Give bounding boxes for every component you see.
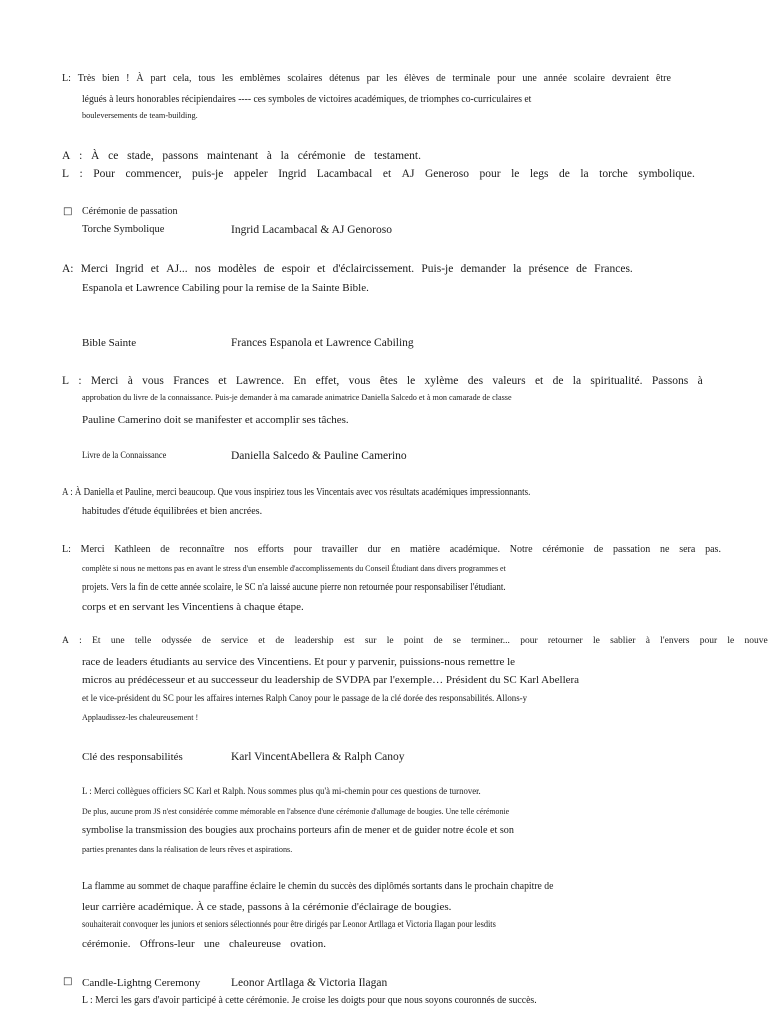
word: le [727, 636, 735, 646]
word: et [317, 263, 326, 275]
word: êtes [379, 375, 398, 387]
word: Passons [651, 375, 689, 387]
word: Très [77, 73, 96, 84]
word: L [62, 168, 70, 180]
word: À [136, 73, 144, 84]
p5-line2: habitudes d'étude équilibrées et bien ancrées. [82, 506, 263, 517]
word: élèves [404, 73, 430, 84]
word: à [697, 375, 703, 387]
word: nos [194, 263, 211, 275]
p9-line3: souhaiterait convoquer les juniors et seniors sélectionnés pour être dirigés par Leonor Artllaga et Victoria Ilagan pour lesdits [82, 919, 496, 929]
word: cérémonie. [82, 938, 131, 950]
word: cérémonie [297, 150, 346, 162]
word: de [593, 544, 604, 555]
word: symbolique. [638, 168, 695, 180]
word: des [467, 375, 484, 387]
p1-line1 [62, 74, 671, 84]
word: Kathleen [114, 544, 151, 555]
word: tous [198, 73, 216, 84]
word: et [258, 636, 266, 646]
word: telle [134, 636, 152, 646]
p4-line3: Pauline Camerino doit se manifester et accomplir ses tâches. [82, 414, 349, 426]
word: Offrons-leur [139, 938, 195, 950]
word: la [580, 168, 589, 180]
word: efforts [257, 544, 284, 555]
word: par [366, 73, 380, 84]
word: sablier [610, 636, 636, 646]
word: de [558, 168, 570, 180]
word: leadership [294, 636, 334, 646]
word: le [386, 636, 394, 646]
word: sur [364, 636, 377, 646]
word: Et [92, 636, 101, 646]
word: l'envers [660, 636, 690, 646]
p9-line1: La flamme au sommet de chaque paraffine éclaire le chemin du succès des diplômés sortants dans le prochain chapitre de [82, 881, 554, 892]
word: Merci [80, 544, 105, 555]
word: ovation. [290, 938, 326, 950]
word: : [78, 375, 82, 387]
p4-line1 [62, 376, 703, 388]
p6-line3: projets. Vers la fin de cette année scolaire, le SC n'a laissé aucune pierre non retournée pour responsabiliser l'étudiant. [82, 582, 506, 593]
word: année [543, 73, 567, 84]
word: pour [497, 73, 516, 84]
word: chaleureuse [229, 938, 281, 950]
word: Ingrid [115, 263, 144, 275]
p10-line1: L : Merci les gars d'avoir participé à cette cérémonie. Je croise les doigts pour que nous soyons couronnés de succès. [82, 995, 537, 1006]
word: vous [142, 375, 164, 387]
word: pas. [705, 544, 721, 555]
word: pour [520, 636, 538, 646]
word: se [452, 636, 461, 646]
word: le [406, 375, 416, 387]
word: sera [679, 544, 696, 555]
p8-line2: De plus, aucune prom JS n'est considérée comme mémorable en l'absence d'une cérémonie d'allumage de bougies. Une telle cérémonie [82, 806, 510, 816]
word: les [386, 73, 398, 84]
word: retourner [547, 636, 583, 646]
word: L [62, 375, 70, 387]
word: espoir [281, 263, 310, 275]
word: ne [659, 544, 670, 555]
word: vous [348, 375, 371, 387]
word: A [62, 636, 69, 646]
word: est [343, 636, 355, 646]
word: pour [293, 544, 312, 555]
word: matière [409, 544, 440, 555]
item-label-cle: Clé des responsabilités [82, 751, 183, 763]
word: d'éclaircissement. [332, 263, 415, 275]
word: et [534, 375, 544, 387]
word: le [593, 636, 600, 646]
word: être [655, 73, 671, 84]
p1-line2: légués à leurs honorables récipiendaires ---- ces symboles de victoires académiques, de triomphes co-curriculaires et [82, 94, 532, 105]
word: testament. [374, 150, 421, 162]
word: spiritualité. [590, 375, 643, 387]
p3-line1 [62, 264, 633, 276]
word: Frances [173, 375, 209, 387]
word: nos [234, 544, 249, 555]
word: de [576, 263, 587, 275]
word: la [280, 150, 289, 162]
word: modèles [218, 263, 257, 275]
word: terminer... [471, 636, 510, 646]
word: AJ [401, 168, 415, 180]
word: Frances. [594, 263, 633, 275]
word: travailler [321, 544, 358, 555]
word: En [293, 375, 307, 387]
p7-line5: Applaudissez-les chaleureusement ! [82, 712, 199, 722]
word: cela, [172, 73, 192, 84]
word: en [390, 544, 401, 555]
word: Puis-je [421, 263, 454, 275]
word: : [79, 150, 83, 162]
word: puis-je [192, 168, 224, 180]
word: cérémonie [542, 544, 584, 555]
word: de [552, 375, 564, 387]
square-bullet-icon: □ [63, 206, 73, 217]
word: valeurs [492, 375, 526, 387]
square-bullet-icon: □ [63, 976, 73, 987]
p5-line1: A : À Daniella et Pauline, merci beaucoup. Que vous inspiriez tous les Vincentais avec vos résultats académiques impressionnants. [62, 487, 531, 498]
word: à [645, 636, 650, 646]
item-label-bible: Bible Sainte [82, 337, 137, 349]
item-label-candle: Candle-Lightng Ceremony [82, 977, 201, 989]
p4-line2: approbation du livre de la connaissance. Puis-je demander à ma camarade animatrice Daniella Salcedo et à mon camarade de classe [82, 392, 512, 402]
word: passons [162, 150, 199, 162]
p7-line3: micros au prédécesseur et au successeur du leadership de SVDPA par l'exemple… Président du SC Karl Abellera [82, 674, 580, 686]
p6-line2: complète si nous ne mettons pas en avant le stress d'un ensemble d'accomplissements du Conseil Étudiant dans divers programmes et [82, 563, 506, 573]
word: académique. [449, 544, 500, 555]
item-names-candle: Leonor Artllaga & Victoria Ilagan [231, 977, 388, 989]
word: AJ... [166, 263, 188, 275]
word: une [110, 636, 125, 646]
word: service [221, 636, 248, 646]
word: ! [126, 73, 130, 84]
word: la [572, 375, 582, 387]
word: xylème [424, 375, 459, 387]
word: A [62, 150, 71, 162]
word: demander [460, 263, 506, 275]
word: Pour [93, 168, 115, 180]
word: pour [699, 636, 718, 646]
word: une [203, 938, 220, 950]
word: appeler [233, 168, 268, 180]
p7-line2: race de leaders étudiants au service des Vincentiens. Et pour y parvenir, puissions-nous remettre le [82, 656, 516, 668]
p1-line3: bouleversements de team-building. [82, 110, 198, 120]
section-title-ceremonie: Cérémonie de passation [82, 206, 178, 217]
word: de [354, 150, 366, 162]
word: L: [62, 73, 71, 84]
item-names-livre: Daniella Salcedo & Pauline Camerino [231, 450, 407, 462]
word: scolaire [573, 73, 605, 84]
word: : [79, 636, 82, 646]
item-names-torche: Ingrid Lacambacal & AJ Genoroso [231, 224, 392, 236]
p8-line1: L : Merci collègues officiers SC Karl et Ralph. Nous sommes plus qu'à mi-chemin pour ces questions de turnover. [82, 787, 481, 797]
word: torche [599, 168, 628, 180]
p3-line2: Espanola et Lawrence Cabiling pour la remise de la Sainte Bible. [82, 282, 369, 294]
word: dur [367, 544, 381, 555]
word: scolaires [287, 73, 323, 84]
word: présence [528, 263, 569, 275]
word: ce [108, 150, 119, 162]
word: maintenant [206, 150, 259, 162]
p9-line4 [82, 939, 326, 950]
word: de [275, 636, 285, 646]
p2-line2 [62, 169, 695, 181]
word: emblèmes [239, 73, 281, 84]
word: stade, [127, 150, 154, 162]
word: et [218, 375, 227, 387]
p6-line1 [62, 545, 721, 555]
word: terminale [452, 73, 491, 84]
word: et [382, 168, 392, 180]
word: de [201, 636, 211, 646]
word: détenus [329, 73, 360, 84]
word: Merci [80, 263, 109, 275]
word: Generoso [424, 168, 470, 180]
p6-line4: corps et en servant les Vincentiens à chaque étape. [82, 601, 304, 613]
p8-line4: parties prenantes dans la réalisation de leurs rêves et aspirations. [82, 844, 293, 854]
word: et [150, 263, 160, 275]
p8-line3: symbolise la transmission des bougies aux prochains porteurs afin de mener et de guider notre école et son [82, 825, 514, 836]
p2-line1 [62, 151, 421, 163]
word: L: [62, 544, 71, 555]
word: de [436, 73, 446, 84]
word: devraient [611, 73, 650, 84]
item-label-torche: Torche Symbolique [82, 224, 165, 235]
item-names-cle: Karl VincentAbellera & Ralph Canoy [231, 751, 405, 763]
word: reconnaître [179, 544, 225, 555]
item-names-bible: Frances Espanola et Lawrence Cabiling [231, 337, 414, 349]
word: À [91, 150, 100, 162]
word: bien [102, 73, 120, 84]
word: odyssée [161, 636, 192, 646]
word: Lacambacal [316, 168, 373, 180]
p9-line2: leur carrière académique. À ce stade, passons à la cérémonie d'éclairage de bougies. [82, 901, 452, 913]
word: part [150, 73, 167, 84]
word: Notre [509, 544, 533, 555]
word: nouve [744, 636, 768, 646]
word: passation [612, 544, 651, 555]
word: A: [62, 263, 74, 275]
word: Lawrence. [235, 375, 285, 387]
word: pour [479, 168, 501, 180]
word: Ingrid [278, 168, 307, 180]
word: une [522, 73, 537, 84]
word: de [263, 263, 275, 275]
word: point [403, 636, 424, 646]
word: effet, [315, 375, 340, 387]
p7-line4: et le vice-président du SC pour les affaires internes Ralph Canoy pour le passage de la clé dorée des responsabilités. Allons-y [82, 694, 528, 704]
p7-line1 [62, 637, 768, 647]
item-label-livre: Livre de la Connaissance [82, 450, 167, 460]
word: le [511, 168, 520, 180]
word: de [433, 636, 443, 646]
word: à [127, 375, 133, 387]
word: commencer, [125, 168, 182, 180]
word: les [221, 73, 234, 84]
word: à [266, 150, 272, 162]
word: legs [529, 168, 549, 180]
word: : [79, 168, 83, 180]
word: la [513, 263, 522, 275]
word: de [160, 544, 170, 555]
word: Merci [90, 375, 119, 387]
